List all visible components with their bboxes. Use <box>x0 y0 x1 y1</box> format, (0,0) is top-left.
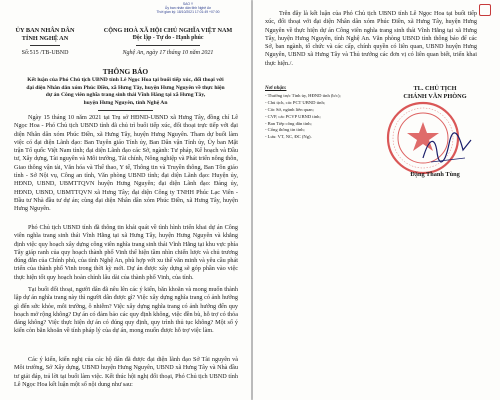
recipient-item: - Lưu: VT, NC, ĐC (Ng). <box>265 134 312 140</box>
notice-subtitle-line: Kết luận của Phó Chủ tịch UBND tỉnh Lê Ngọc Hoa tại buổi tiếp xúc, đối thoại với <box>27 77 224 83</box>
signer-name: Đặng Thanh Tùng <box>410 171 460 178</box>
recipients-list <box>265 86 365 141</box>
page-mark-icon <box>479 4 491 16</box>
copy-stamp-title: SAO Y <box>182 2 194 6</box>
notice-subtitle-line: huyện Hưng Nguyên, tỉnh Nghệ An <box>83 99 168 106</box>
recipient-item: - Thường trực Tỉnh ủy, HĐND tỉnh (b/c); <box>265 92 341 98</box>
notice-subtitle-line: dự án Công viên nghĩa trang sinh thái Vĩnh Hằng tại xã Hưng Tây, <box>45 92 206 98</box>
title-underline <box>98 110 153 111</box>
copy-stamp-time: Thời gian ký: 18/10/2021 17:01:49 +07:00 <box>156 10 220 15</box>
copy-stamp-agency: Ủy ban nhân dân tỉnh Nghệ An <box>164 6 212 11</box>
recipient-item: - Các Sở, ngành liên quan; <box>265 106 314 112</box>
issue-date: Nghệ An, ngày 17 tháng 10 năm 2021 <box>122 50 214 56</box>
body-paragraph-overview: Phó Chủ tịch UBND tỉnh đã thông tin khái quát về tình hình triển khai dự án Công viên nghĩa trang sinh thái Vĩnh Hằng tại xã Hưng Tây, huyện Hưng Nguyên và khẳng định việc quy hoạch xây dựng công viên nghĩa trang sinh thái Vĩnh Hằng tại khu vực phía Tây giáp ranh của quy hoạch thành phố Vinh thể hiện tầm nhìn chiến lược và chủ trương đúng đắn của Chính phủ, của tỉnh Nghệ An, phù hợp với xu thế văn minh và yêu cầu phát triển của thành phố Vinh trong thời kỳ mới. Dự án được xây dựng sẽ góp phần vào việc thực hiện tốt quy hoạch hoàn chỉnh lâu dài của thành phố Vinh, của tỉnh. <box>14 224 238 281</box>
agency-name: ỦY BAN NHÂN DÂN <box>15 27 75 34</box>
recipients-heading: Nơi nhận: <box>265 86 287 91</box>
nation-title: CỘNG HOÀ XÃ HỘI CHỦ NGHĨA VIỆT NAM <box>103 27 233 34</box>
copy-stamp <box>128 2 248 15</box>
closing-paragraph: Trên đây là kết luận của Phó Chủ tịch UBND tỉnh Lê Ngọc Hoa tại buổi tiếp xúc, đối thoại với đại diện Nhân dân xóm Phúc Điền, xã Hưng Tây, huyện Hưng Nguyên về thực hiện dự án Công viên nghĩa trang sinh thái Vĩnh Hằng tại xã Hưng Tây, huyện Hưng Nguyên, tỉnh Nghệ An. Văn phòng UBND tỉnh thông báo để các Sở, ban ngành, tổ chức và các cấp, chính quyền có liên quan, UBND huyện Hưng Nguyên, UBND xã Hưng Tây và Thủ trưởng các đơn vị có liên quan biết, triển khai thực hiện./. <box>265 10 477 67</box>
signature-title: CHÁNH VĂN PHÒNG <box>403 93 467 100</box>
signature-authority: TL. CHỦ TỊCH <box>413 85 457 92</box>
recipient-item: - CVP, các PCVP UBND tỉnh; <box>265 113 321 119</box>
nation-motto: Độc lập - Tự do - Hạnh phúc <box>132 35 204 41</box>
notice-heading: THÔNG BÁO <box>102 67 149 76</box>
body-paragraph-conclusion: Các ý kiến, kiến nghị của các hộ dân đã được đại diện lãnh đạo Sở Tài nguyên và Môi trường, Sở Xây dựng, UBND huyện Hưng Nguyên, UBND xã Hưng Tây và Nhà đầu tư giải đáp, trả lời tại buổi làm việc. Kết thúc hội nghị đối thoại, Phó Chủ tịch UBND tỉnh Lê Ngọc Hoa kết luận một số nội dung như sau: <box>14 356 238 388</box>
document-page-2 <box>253 0 500 400</box>
recipient-item: - Ban Tiếp công dân tỉnh; <box>265 120 312 126</box>
recipient-item: - Chủ tịch, các PCT UBND tỉnh; <box>265 99 326 105</box>
handwritten-signature-icon <box>419 128 475 168</box>
notice-subtitle-line: đại diện Nhân dân xóm Phúc Điền, xã Hưng Tây, huyện Hưng Nguyên về thực hiện <box>26 84 225 91</box>
body-paragraph-attendance: Ngày 15 tháng 10 năm 2021 tại Trụ sở HĐND-UBND xã Hưng Tây, đồng chí Lê Ngọc Hoa - Phó Chủ tịch UBND tỉnh đã chủ trì buổi tiếp xúc, đối thoại trực tiếp với đại diện Nhân dân xóm Phúc Điền, xã Hưng Tây, huyện Hưng Nguyên. Tham dự buổi làm việc có đại diện Lãnh đạo: Ban Tuyên giáo Tỉnh ủy, Ban Dân vận Tỉnh ủy, Ủy ban Mặt trận Tổ quốc Việt Nam tỉnh; đại diện Lãnh đạo các Sở, ngành: Tư pháp, Kế hoạch và Đầu tư, Xây dựng, Tài nguyên và Môi trường, Tài chính, Nông nghiệp và Phát triển nông thôn, Giao thông vận tải, Văn hóa và Thể thao, Y tế, Thông tin và Truyền thông, Ban Tôn giáo tỉnh - Sở Nội vụ, Công an tỉnh, Văn phòng UBND tỉnh; đại diện Lãnh đạo: Huyện ủy, HĐND, UBND, UBMTTQVN huyện Hưng Nguyên; đại diện Lãnh đạo: Đảng ủy, HĐND, UBND, UBMTTQVN xã Hưng Tây; đại diện Công ty TNHH Phúc Lạc Viên - Đầu tư Nhà đầu tư dự án; cùng đại diện Nhân dân xóm Phúc Điền, xã Hưng Tây, huyện Hưng Nguyên. <box>14 114 238 213</box>
body-paragraph-feedback: Tại buổi đối thoại, người dân đã nêu lên các ý kiến, băn khoăn và mong muốn thành lập dự án nghĩa trang này thì người dân được gì? Việc xây dựng nghĩa trang có ảnh hưởng gì đến sức khỏe, môi trường, ô nhiễm? Việc xây dựng nghĩa trang có ảnh hưởng đến quy hoạch mở rộng không? Dự án có đảm bảo các quy định không, việc đền bù, hỗ trợ có thỏa đáng không? Việc thực hiện dự án có đúng quy định, quy trình thủ tục không? Một số ý kiến còn băn khoăn về tính pháp lý của dự án, mong muốn được hỗ trợ việc làm. <box>14 286 238 335</box>
recipient-item: - Cổng thông tin tỉnh; <box>265 127 305 133</box>
document-number: Số:515 /TB-UBND <box>21 50 69 56</box>
agency-underline <box>30 45 60 46</box>
agency-province: TỈNH NGHỆ AN <box>21 35 69 42</box>
motto-underline <box>136 45 200 46</box>
